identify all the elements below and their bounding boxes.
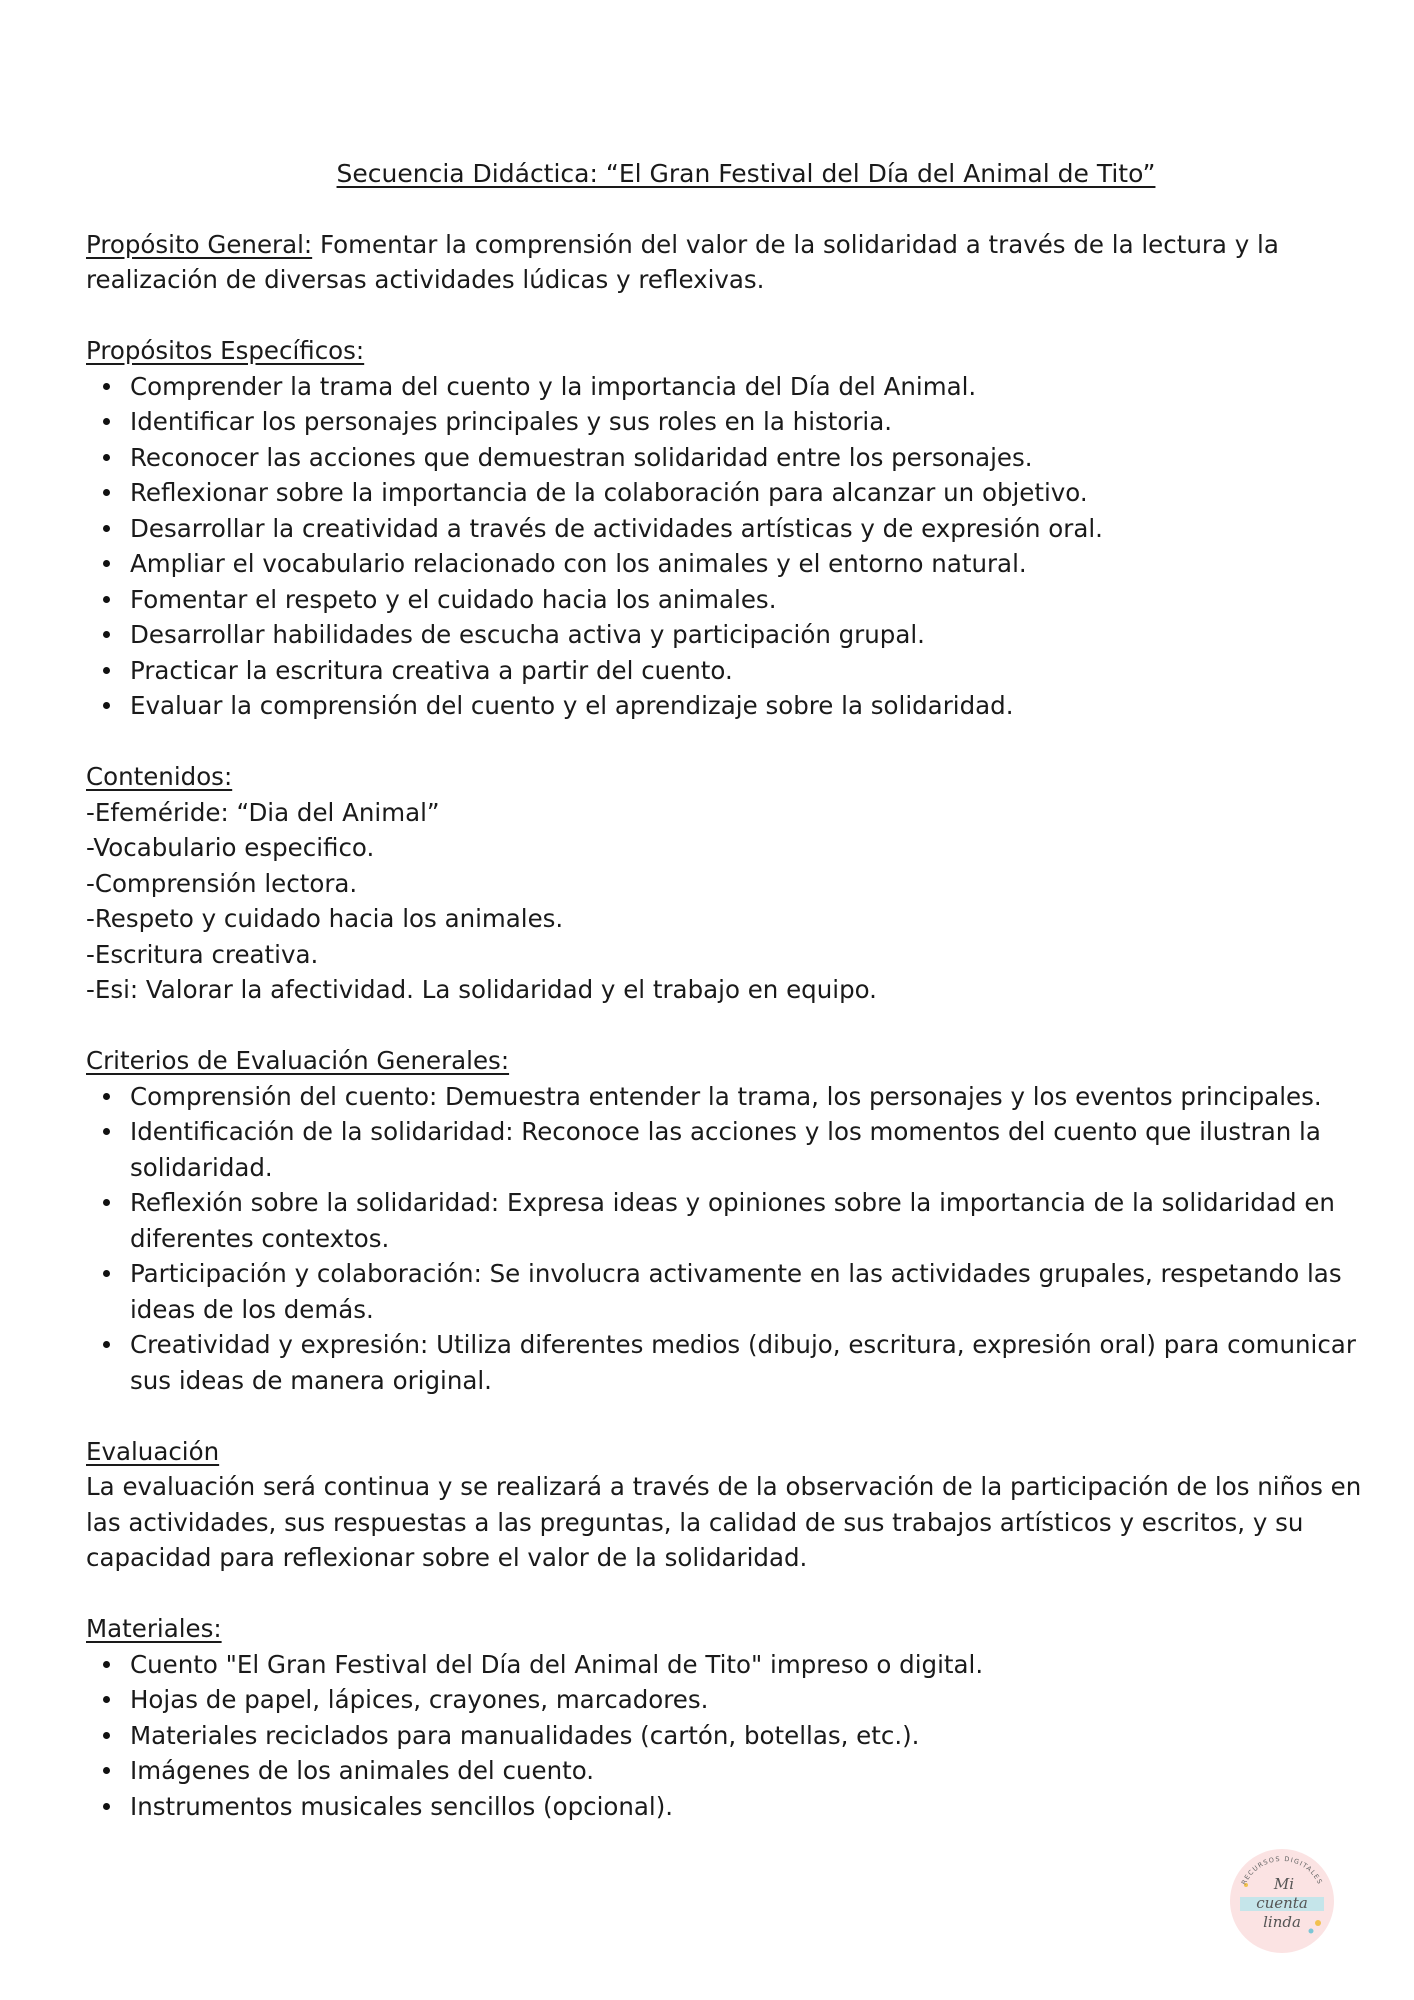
evaluacion-heading-line: [86, 1434, 1396, 1470]
logo-dot-blue: [1309, 1929, 1314, 1934]
evaluacion-section: [86, 1434, 1396, 1576]
list-item: Identificación de la solidaridad: Reconoce las acciones y los momentos del cuento que ilustran la solidaridad.: [130, 1114, 1396, 1185]
propositos-especificos-list: [86, 369, 1396, 724]
list-item: Imágenes de los animales del cuento.: [130, 1753, 1396, 1789]
list-item: Evaluar la comprensión del cuento y el aprendizaje sobre la solidaridad.: [130, 688, 1396, 724]
materiales-section: [86, 1611, 1396, 1824]
proposito-general-heading: Propósito General:: [86, 229, 313, 259]
evaluacion-text: La evaluación será continua y se realizará a través de la observación de la participación de los niños en las actividades, sus respuestas a las preguntas, la calidad de sus trabajos artísticos y escritos, y su capacidad para reflexionar sobre el valor de la solidaridad.: [86, 1472, 1362, 1572]
contenido-line: -Respeto y cuidado hacia los animales.: [86, 904, 564, 933]
document-title: Secuencia Didáctica: “El Gran Festival del Día del Animal de Tito”: [336, 159, 1156, 188]
logo-ring-textpath: RECURSOS DIGITALES: [1239, 1854, 1325, 1887]
list-item: Reflexionar sobre la importancia de la colaboración para alcanzar un objetivo.: [130, 475, 1396, 511]
proposito-general-text: Fomentar la comprensión del valor de la solidaridad a través de la lectura y la realización de diversas actividades lúdicas y reflexivas.: [86, 229, 1279, 294]
logo-line2: cuenta: [1256, 1894, 1308, 1912]
contenido-line: -Efeméride: “Dia del Animal”: [86, 797, 440, 827]
list-item: Reconocer las acciones que demuestran solidaridad entre los personajes.: [130, 440, 1396, 476]
criterios-section: [86, 1043, 1396, 1398]
propositos-especificos-section: [86, 333, 1396, 724]
list-item: Identificar los personajes principales y sus roles en la historia.: [130, 404, 1396, 440]
contenidos-heading: Contenidos:: [86, 762, 233, 791]
list-item: Fomentar el respeto y el cuidado hacia los animales.: [130, 582, 1396, 618]
materiales-heading: Materiales:: [86, 1614, 222, 1643]
list-item: Instrumentos musicales sencillos (opcional).: [130, 1789, 1396, 1825]
mi-cuenta-linda-logo: [1226, 1845, 1338, 1957]
contenido-line: -Comprensión lectora.: [86, 868, 358, 898]
propositos-especificos-heading: Propósitos Específicos:: [86, 336, 365, 365]
contenido-line: -Vocabulario especifico.: [86, 833, 375, 862]
list-item: Hojas de papel, lápices, crayones, marcadores.: [130, 1682, 1396, 1718]
criterios-heading-line: [86, 1043, 1396, 1079]
list-item: Comprender la trama del cuento y la importancia del Día del Animal.: [130, 369, 1396, 405]
list-item: Desarrollar habilidades de escucha activa y participación grupal.: [130, 617, 1396, 653]
criterios-heading: Criterios de Evaluación Generales:: [86, 1046, 510, 1075]
contenidos-section: [86, 759, 1396, 1008]
materiales-list: [86, 1647, 1396, 1825]
proposito-general-section: [86, 227, 1396, 298]
materiales-heading-line: [86, 1611, 1396, 1647]
list-item: Ampliar el vocabulario relacionado con los animales y el entorno natural.: [130, 546, 1396, 582]
contenido-line: -Esi: Valorar la afectividad. La solidaridad y el trabajo en equipo.: [86, 975, 877, 1004]
list-item: Cuento "El Gran Festival del Día del Animal de Tito" impreso o digital.: [130, 1647, 1396, 1683]
contenidos-heading-line: [86, 759, 1396, 795]
list-item: Desarrollar la creatividad a través de actividades artísticas y de expresión oral.: [130, 511, 1396, 547]
logo-line1: Mi: [1273, 1875, 1295, 1893]
list-item: Creatividad y expresión: Utiliza diferentes medios (dibujo, escritura, expresión oral) para comunicar sus ideas de manera original.: [130, 1327, 1396, 1398]
contenido-line: -Escritura creativa.: [86, 939, 319, 969]
list-item: Comprensión del cuento: Demuestra entender la trama, los personajes y los eventos principales.: [130, 1079, 1396, 1115]
list-item: Materiales reciclados para manualidades (cartón, botellas, etc.).: [130, 1718, 1396, 1754]
proposito-general-paragraph: [86, 227, 1396, 298]
logo-dot-yellow: [1315, 1920, 1321, 1926]
logo-line3: linda: [1263, 1913, 1301, 1931]
document-page: [86, 156, 1396, 1860]
list-item: Practicar la escritura creativa a partir del cuento.: [130, 653, 1396, 689]
evaluacion-heading: Evaluación: [86, 1436, 220, 1466]
propositos-especificos-heading-line: [86, 333, 1396, 369]
list-item: Reflexión sobre la solidaridad: Expresa ideas y opiniones sobre la importancia de la solidaridad en diferentes contextos.: [130, 1185, 1396, 1256]
list-item: Participación y colaboración: Se involucra activamente en las actividades grupales, respetando las ideas de los demás.: [130, 1256, 1396, 1327]
criterios-list: [86, 1079, 1396, 1399]
